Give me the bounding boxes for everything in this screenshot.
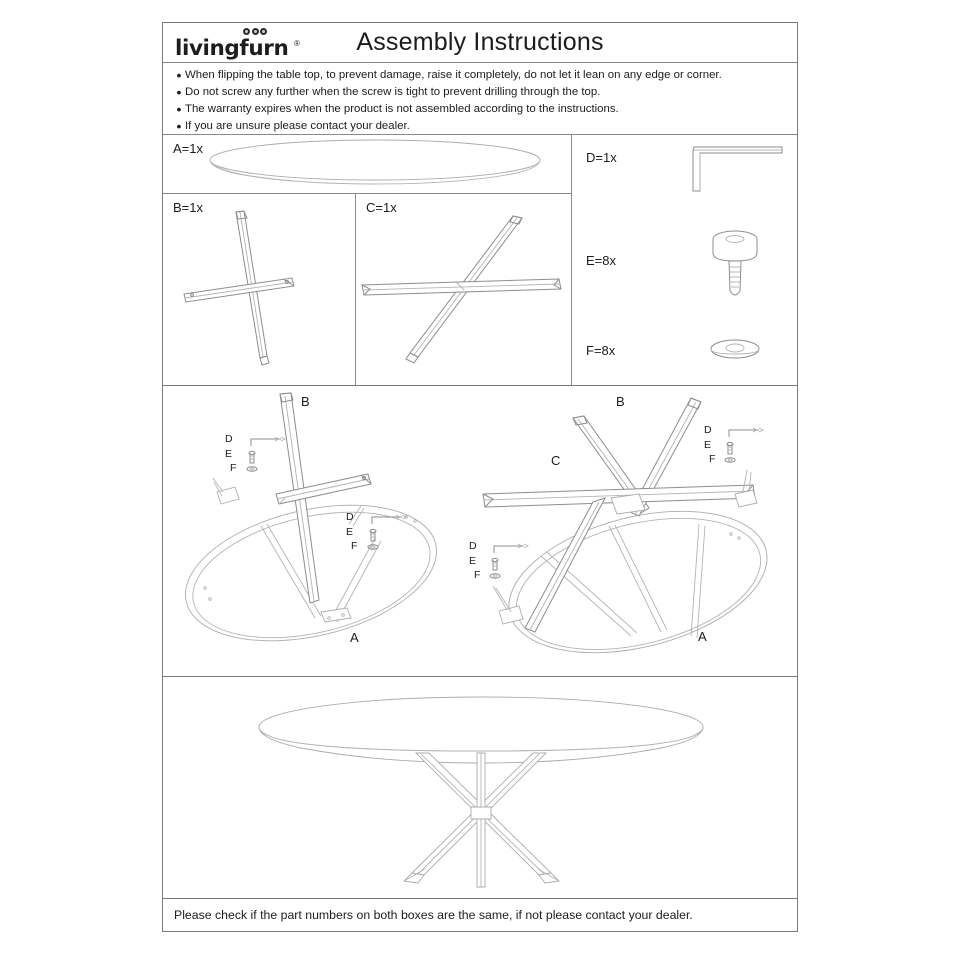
step2-callout1-label-e: E xyxy=(704,439,712,451)
step2-label-a: A xyxy=(698,629,707,644)
assembly-steps-section xyxy=(163,386,797,677)
part-label-b: B=1x xyxy=(173,200,203,215)
part-label-a: A=1x xyxy=(173,141,203,156)
parts-right-column xyxy=(572,135,797,385)
bullet-icon: • xyxy=(176,84,182,100)
cross-leg-frame-b-icon xyxy=(163,194,355,384)
step2-callout2-label-d: D xyxy=(469,540,477,552)
warning-item xyxy=(173,68,787,83)
warning-item xyxy=(173,119,787,134)
instruction-sheet xyxy=(162,22,798,932)
part-label-d: D=1x xyxy=(586,150,617,165)
bullet-icon: • xyxy=(176,101,182,117)
step1-callout1-label-e: E xyxy=(225,448,233,460)
part-cell-c xyxy=(356,194,571,385)
oval-table-top-icon xyxy=(163,135,572,193)
footer-note: Please check if the part numbers on both boxes are the same, if not please contact your dealer. xyxy=(174,908,693,922)
cross-leg-frame-c-icon xyxy=(356,194,570,384)
step1-callout1-label-f: F xyxy=(230,462,237,474)
warning-item xyxy=(173,85,787,100)
step1-callout1-hardware-icon xyxy=(245,434,291,478)
bullet-icon: • xyxy=(176,67,182,83)
bullet-icon: • xyxy=(176,118,182,134)
step1-label-a: A xyxy=(350,630,359,645)
part-cell-a xyxy=(163,135,571,194)
logo-wordmark: livingfurn xyxy=(175,36,289,61)
step1-callout2-label-d: D xyxy=(346,511,354,523)
warning-list xyxy=(163,63,797,135)
parts-list-section xyxy=(163,135,797,386)
warning-text: Do not screw any further when the screw is tight to prevent drilling through the top. xyxy=(185,86,601,98)
part-label-f: F=8x xyxy=(586,343,616,358)
warning-text: When flipping the table top, to prevent damage, raise it completely, do not let it lean on any edge or corner. xyxy=(185,69,722,81)
step2-callout2-label-e: E xyxy=(469,555,477,567)
step1-callout1-label-d: D xyxy=(225,433,233,445)
step1-label-b: B xyxy=(301,394,310,409)
step2-callout1-label-f: F xyxy=(709,453,716,465)
page-title: Assembly Instructions xyxy=(356,28,604,56)
assembled-oval-table-icon xyxy=(221,691,741,891)
step1-callout2-label-f: F xyxy=(351,540,358,552)
step2-callout1-hardware-icon xyxy=(723,425,769,469)
step2-label-c: C xyxy=(551,453,561,468)
logo-trademark: ® xyxy=(294,39,300,48)
warning-text: If you are unsure please contact your dealer. xyxy=(185,120,410,132)
step1-diagram xyxy=(163,386,473,671)
sheet-footer xyxy=(163,899,797,931)
part-label-e: E=8x xyxy=(586,253,616,268)
step2-callout2-hardware-icon xyxy=(488,541,534,585)
warning-item xyxy=(173,102,787,117)
washer-icon xyxy=(700,333,770,367)
step2-callout1-label-d: D xyxy=(704,424,712,436)
part-label-c: C=1x xyxy=(366,200,397,215)
parts-bc-row xyxy=(163,194,571,385)
allen-key-icon xyxy=(680,141,790,195)
step1-callout2-label-e: E xyxy=(346,526,354,538)
part-cell-b xyxy=(163,194,356,385)
hex-bolt-icon xyxy=(700,225,770,305)
step2-callout2-label-f: F xyxy=(474,569,481,581)
parts-left-column xyxy=(163,135,572,385)
step2-label-b: B xyxy=(616,394,625,409)
sheet-header xyxy=(163,23,797,63)
step1-callout2-hardware-icon xyxy=(366,512,412,556)
warning-text: The warranty expires when the product is not assembled according to the instructions. xyxy=(185,103,619,115)
final-assembly-section xyxy=(163,677,797,899)
